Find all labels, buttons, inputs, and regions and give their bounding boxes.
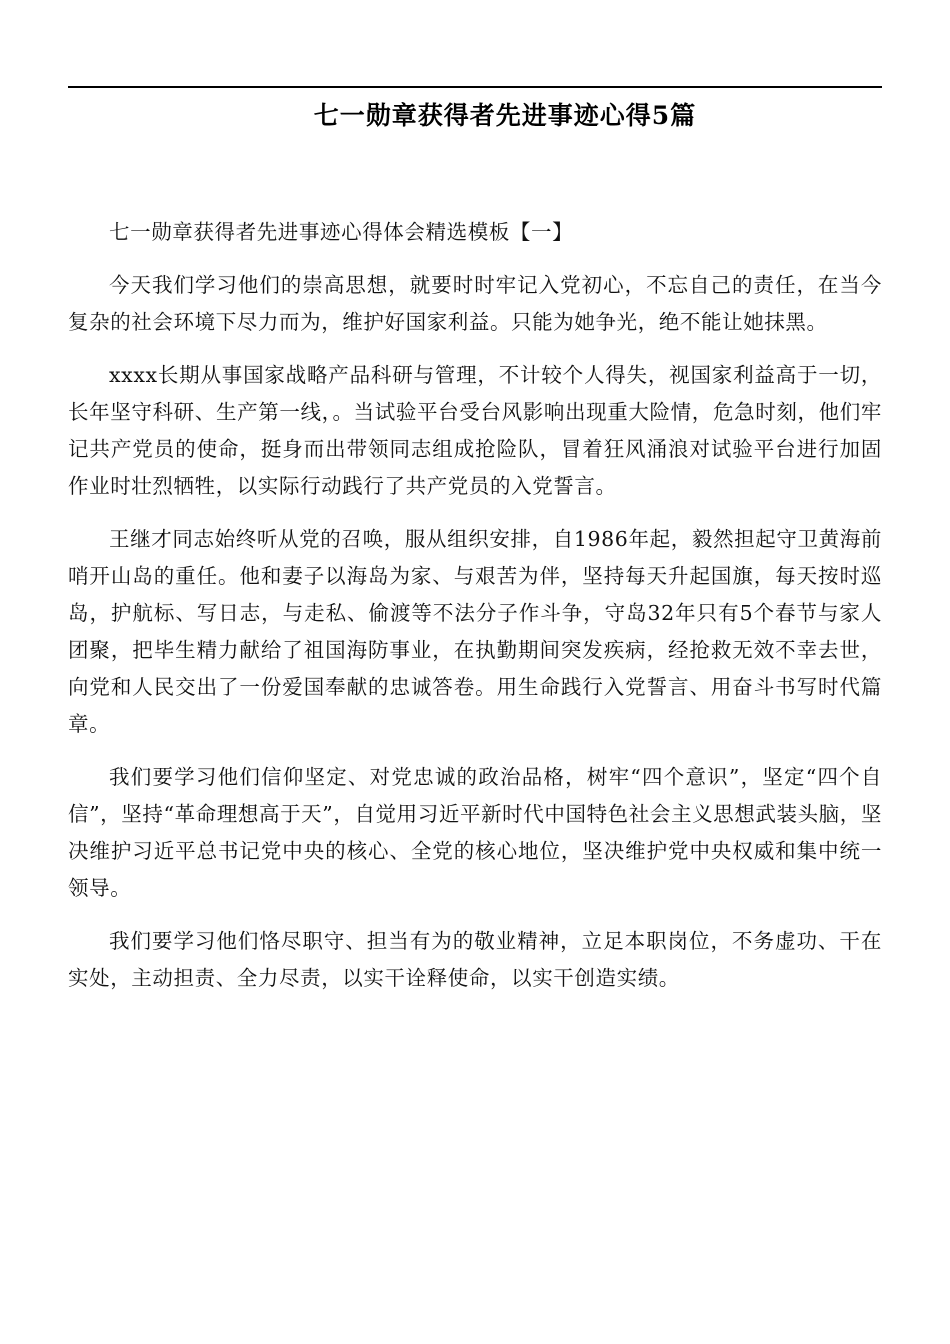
paragraph: 我们要学习他们信仰坚定、对党忠诚的政治品格，树牢“四个意识”，坚定“四个自信”，坚持“革命理想高于天”，自觉用习近平新时代中国特色社会主义思想武装头脑，坚决维护习近平总书记党中央的核心、全党的核心地位，坚决维护党中央权威和集中统一领导。: [68, 765, 882, 900]
paragraph: xxxx长期从事国家战略产品科研与管理，不计较个人得失，视国家利益高于一切，长年坚守科研、生产第一线，。当试验平台受台风影响出现重大险情，危急时刻，他们牢记共产党员的使命，挺身而出带领同志组成抢险队，冒着狂风涌浪对试验平台进行加固作业时壮烈牺牲，以实际行动践行了共产党员的入党誓言。: [68, 363, 882, 498]
header-rule: [68, 86, 882, 88]
document-body: [68, 214, 882, 997]
section-heading: 七一勋章获得者先进事迹心得体会精选模板【一】: [109, 220, 574, 244]
paragraph: 王继才同志始终听从党的召唤，服从组织安排，自1986年起，毅然担起守卫黄海前哨开山岛的重任。他和妻子以海岛为家、与艰苦为伴，坚持每天升起国旗，每天按时巡岛，护航标、写日志，与走私、偷渡等不法分子作斗争，守岛32年只有5个春节与家人团聚，把毕生精力献给了祖国海防事业，在执勤期间突发疾病，经抢救无效不幸去世，向党和人民交出了一份爱国奉献的忠诚答卷。用生命践行入党誓言、用奋斗书写时代篇章。: [68, 527, 882, 736]
paragraph: 我们要学习他们恪尽职守、担当有为的敬业精神，立足本职岗位，不务虚功、干在实处，主动担责、全力尽责，以实干诠释使命，以实干创造实绩。: [68, 929, 882, 990]
document-title: 七一勋章获得者先进事迹心得5篇: [313, 101, 697, 130]
paragraph: 今天我们学习他们的崇高思想，就要时时牢记入党初心，不忘自己的责任，在当今复杂的社会环境下尽力而为，维护好国家利益。只能为她争光，绝不能让她抹黑。: [68, 273, 882, 334]
